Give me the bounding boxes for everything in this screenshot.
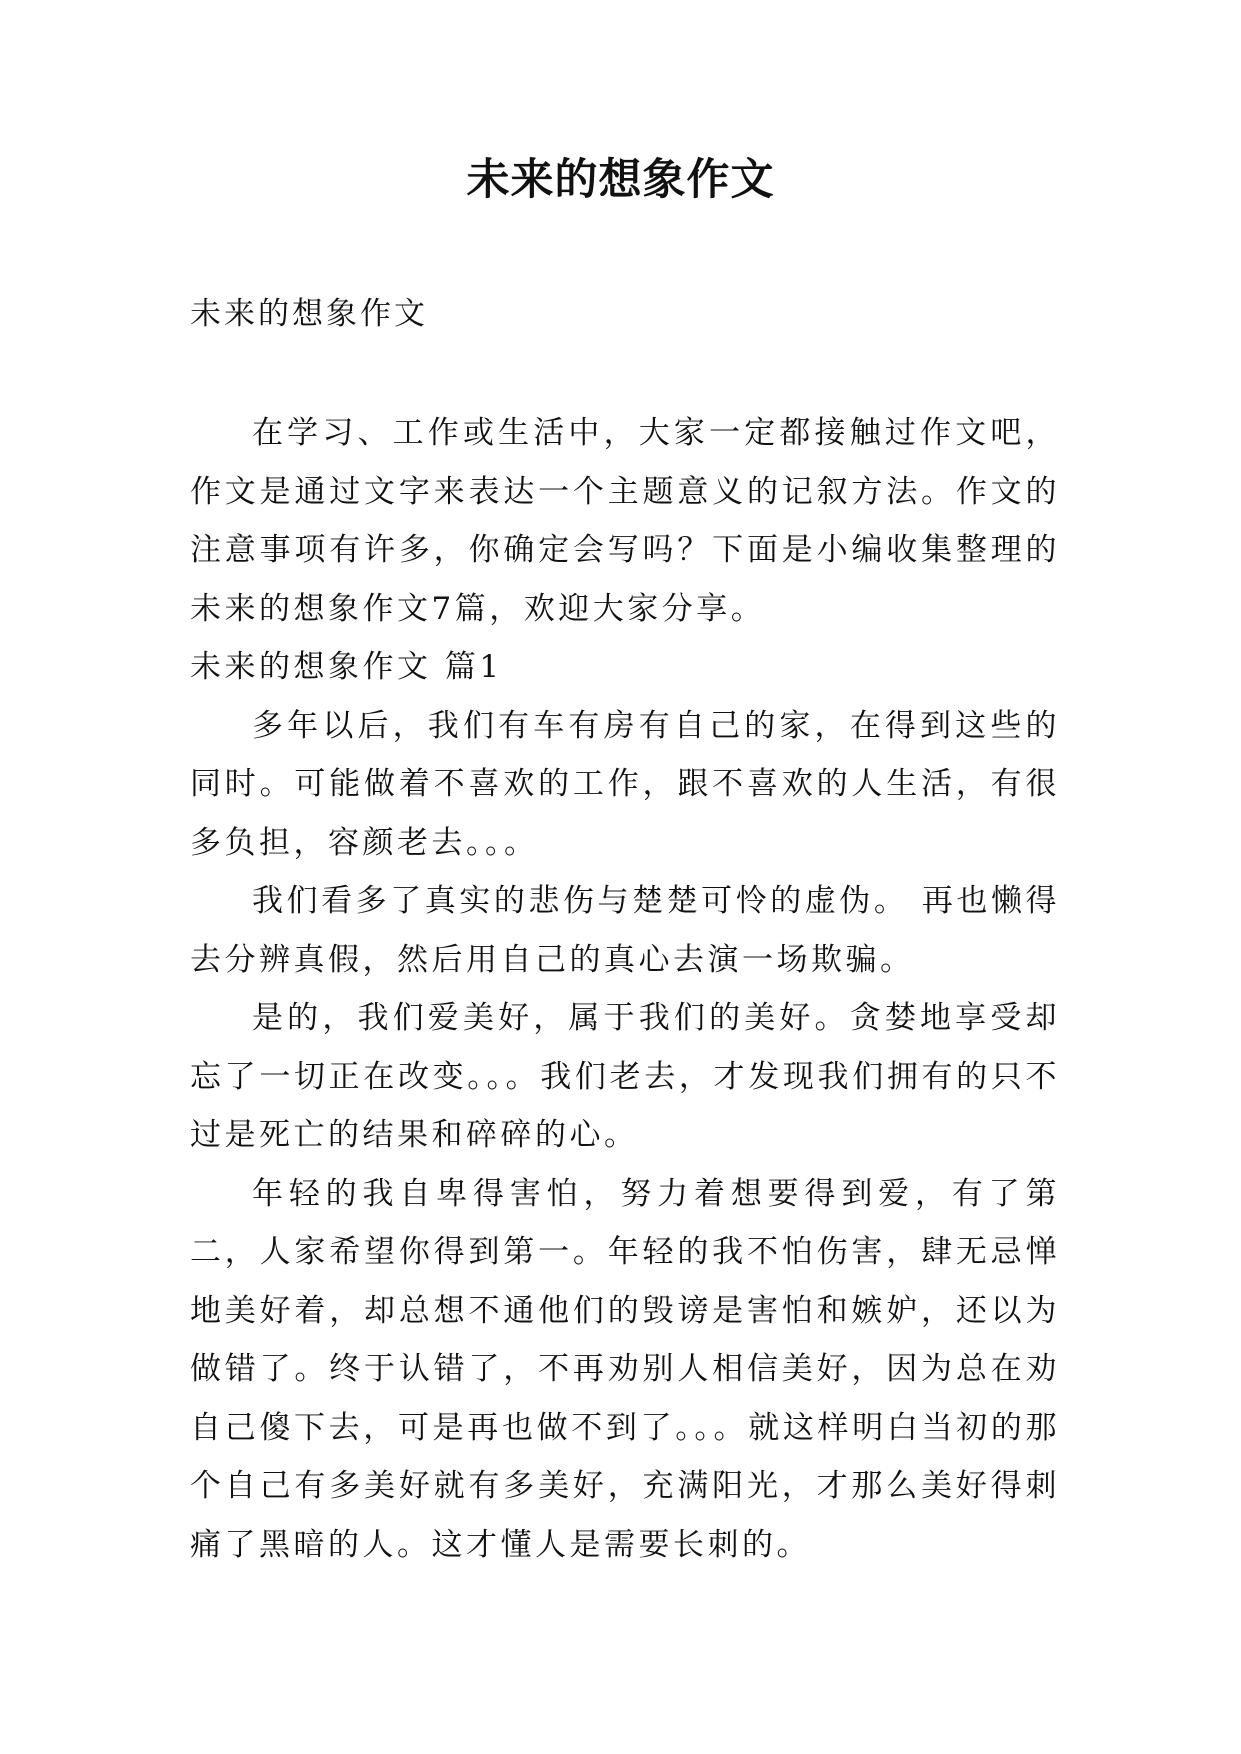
body-paragraph: 多年以后，我们有车有房有自己的家，在得到这些的同时。可能做着不喜欢的工作，跟不喜欢的人生活，有很多负担，容颜老去。。。: [190, 707, 1060, 861]
intro-paragraph: 在学习、工作或生活中，大家一定都接触过作文吧，作文是通过文字来表达一个主题意义的记叙方法。作文的注意事项有许多，你确定会写吗？下面是小编收集整理的未来的想象作文7篇，欢迎大家分享。: [190, 415, 1060, 627]
section-heading: 未来的想象作文 篇1: [190, 649, 503, 685]
document-subtitle: 未来的想象作文: [190, 296, 428, 332]
body-paragraph: 是的，我们爱美好，属于我们的美好。贪婪地享受却忘了一切正在改变。。。我们老去，才发现我们拥有的只不过是死亡的结果和碎碎的心。: [190, 1000, 1060, 1153]
body-paragraph: 我们看多了真实的悲伤与楚楚可怜的虚伪。 再也懒得去分辨真假，然后用自己的真心去演一场欺骗。: [190, 883, 1060, 978]
body-paragraph: 年轻的我自卑得害怕，努力着想要得到爱，有了第二，人家希望你得到第一。年轻的我不怕伤害，肆无忌惮地美好着，却总想不通他们的毁谤是害怕和嫉妒，还以为做错了。终于认错了，不再劝别人相信美好，因为总在劝自己傻下去，可是再也做不到了。。。就这样明白当初的那个自己有多美好就有多美好，充满阳光，才那么美好得刺痛了黑暗的人。这才懂人是需要长刺的。: [190, 1175, 1060, 1563]
document-title: 未来的想象作文: [466, 155, 775, 205]
document-body: [190, 404, 1060, 1574]
